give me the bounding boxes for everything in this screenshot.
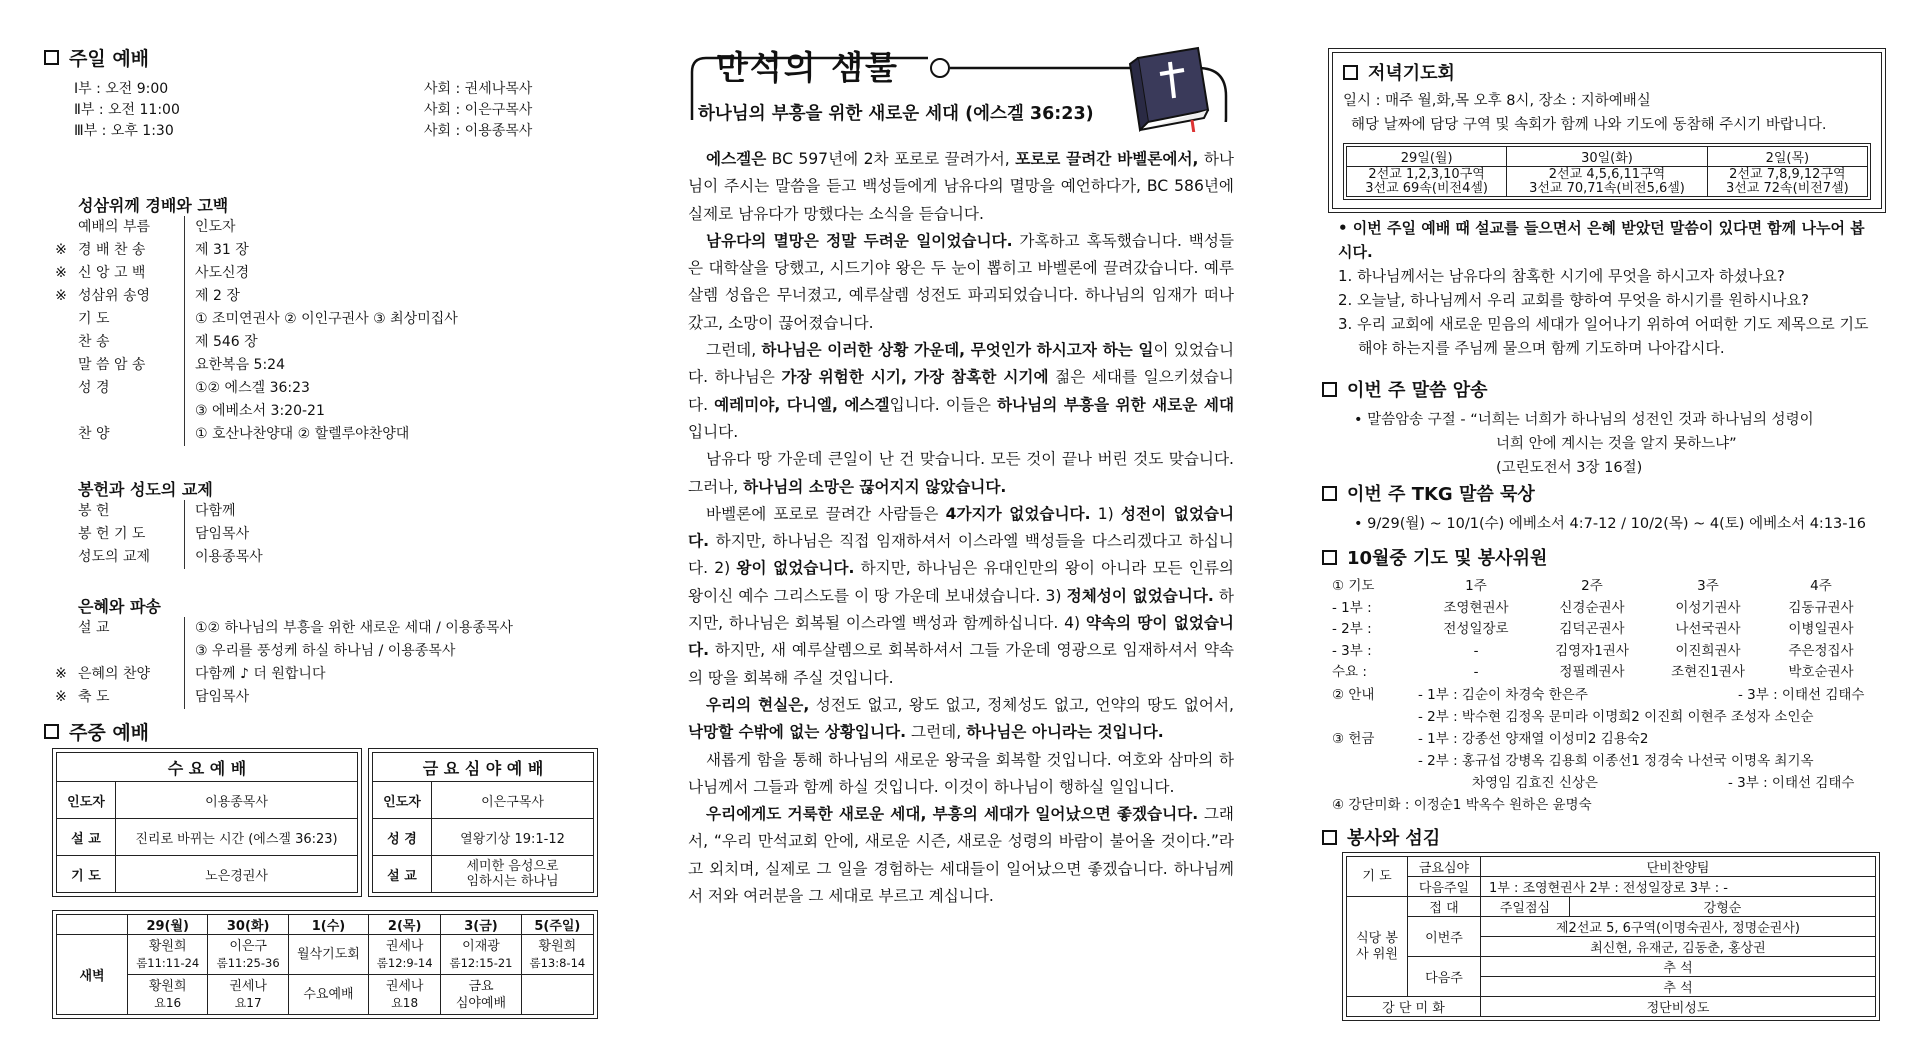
- bible-icon: [1120, 40, 1220, 132]
- dawn-cell: 월삭기도회: [288, 935, 368, 975]
- verse-title: 이번 주 말씀 암송: [1322, 376, 1882, 402]
- order-value: 사도신경: [195, 265, 250, 281]
- order-value: ③ 우리를 풍성케 하실 하나님 / 이용종목사: [195, 643, 456, 659]
- october-row: ① 기도 1주 2주 3주 4주: [1332, 578, 1832, 594]
- order-of-worship: [44, 193, 604, 446]
- checkbox-square-icon: [1322, 486, 1337, 501]
- order-value: 요한복음 5:24: [195, 357, 285, 373]
- order-row: [44, 500, 604, 523]
- order-label: [78, 640, 185, 663]
- order-label: 경 배 찬 송: [78, 239, 185, 262]
- service-row: Ⅱ부 : 오전 11:00 사회 : 이은구목사: [74, 102, 533, 118]
- order-label: 신 앙 고 백: [78, 262, 185, 285]
- article-paragraph: 그런데, 하나님은 이러한 상황 가운데, 무엇인가 하시고자 하는 일이 있었습니다. 하나님은 가장 위험한 시기, 가장 참혹한 시기에 젊은 세대를 일으키셨습니다. 예레미야, 다니엘, 에스겔입니다. 이들은 하나님의 부흥을 위한 새로운 세대입니다.: [688, 341, 1235, 441]
- asterisk-mark: [44, 523, 78, 546]
- verse-section: 이번 주 말씀 암송 • 말씀암송 구절 - “너희는 너희가 하나님의 성전인 것과 하나님의 성령이 너희 안에 계시는 것을 알지 못하느냐” (고린도전서 3장 16절): [1322, 376, 1882, 480]
- order-value: ③ 에베소서 3:20-21: [195, 403, 325, 419]
- dawn-day: 3(금): [441, 915, 521, 935]
- order-row: [44, 617, 604, 640]
- october-section: 10월중 기도 및 봉사위원 ① 기도 1주 2주 3주 4주 - 1부 : 조영현권사 신경순권사 이성기권사 김동규권사 - 2부 : 전성일장로 김덕곤권사 나선국권사 이병일권사 - 3부 : - 김영자1권사 이진희권사 주은정집사 수요 : - 정필례권사 조현진1권사 박호순권사 ② 안내 - 1부 : 김순이 차경숙 한은주 - 3부 : 이태선 김태수 - 2부 : 박수현 김정옥 문미라 이명희2 이진희 이현주 조성자 소인순 ③ 헌금 - 1부 : 강종선 양재열 이성미2 김용숙2 - 2부 : 홍규섭 강병옥 김용희 이종선1 정경숙 나선국 이명옥 최기옥 차영임 김효진 신상은 - 3부 : 이태선 김태수 ④ 강단미화 : 이정순1 박옥수 원하은 윤명숙: [1322, 544, 1882, 816]
- weekday-worship-title: 주중 예배: [44, 718, 604, 745]
- order-row: [44, 354, 604, 377]
- asterisk-mark: [44, 400, 78, 423]
- order-row: [44, 686, 604, 709]
- dawn-cell: 권세나 롬12:9-14: [369, 935, 441, 975]
- asterisk-mark: [44, 423, 78, 446]
- asterisk-mark: [44, 546, 78, 569]
- order-value: 제 546 장: [195, 334, 258, 350]
- asterisk-mark: ※: [55, 689, 67, 705]
- october-row: 수요 : - 정필례권사 조현진1권사 박호순권사: [1332, 664, 1854, 680]
- dawn-cell: 황원희 롬11:11-24: [128, 935, 208, 975]
- discussion-questions: • 이번 주일 예배 때 설교를 들으면서 은혜 받았던 말씀이 있다면 함께 나누어 봅시다. 1. 하나님께서는 남유다의 참혹한 시기에 무엇을 하시고자 하셨나요? 2. 오늘날, 하나님께서 우리 교회를 향하여 무엇을 하시기를 원하시나요? 3. 우리 교회에 새로운 믿음의 세대가 일어나기 위하여 어떠한 기도 제목으로 기도해야 하는지를 주님께 물으며 함께 기도하며 나아갑시다.: [1338, 219, 1869, 357]
- guide-row: ② 안내 - 1부 : 김순이 차경숙 한은주 - 3부 : 이태선 김태수: [1332, 686, 1865, 703]
- order-row: [44, 331, 604, 354]
- asterisk-mark: ※: [55, 288, 67, 304]
- dawn-cell: 권세나 요17: [208, 975, 288, 1015]
- order-value: ① 호산나찬양대 ② 할렐루야찬양대: [195, 426, 410, 442]
- asterisk-mark: ※: [55, 242, 67, 258]
- order-label: 성삼위 송영: [78, 285, 185, 308]
- order-label: 설 교: [78, 617, 185, 640]
- column-title-banner: [688, 0, 1234, 122]
- order-label: 말 씀 암 송: [78, 354, 185, 377]
- dawn-cell: 금요 심야예배: [441, 975, 521, 1015]
- wednesday-title: 수 요 예 배: [57, 753, 358, 782]
- article-paragraph: 우리의 현실은, 성전도 없고, 왕도 없고, 정체성도 없고, 언약의 땅도 없어서, 낙망할 수밖에 없는 상황입니다. 그런데, 하나님은 아니라는 것입니다.: [688, 695, 1235, 742]
- order-value: ① 조미연권사 ② 이인구권사 ③ 최상미집사: [195, 311, 458, 327]
- order-row: [44, 262, 604, 285]
- checkbox-square-icon: [1322, 830, 1337, 845]
- order-value: 다함께: [195, 503, 236, 519]
- order-value: 다함께 ♪ 더 원합니다: [195, 666, 326, 682]
- order-row: [44, 546, 604, 569]
- dawn-cell: 황원희 롬13:8-14: [521, 935, 593, 975]
- checkbox-square-icon: [1322, 382, 1337, 397]
- order-label: 찬 양: [78, 423, 185, 446]
- friday-title: 금 요 심 야 예 배: [373, 753, 594, 782]
- article-paragraph: 새롭게 함을 통해 하나님의 새로운 왕국을 회복할 것입니다. 여호와 삼마의 하나님께서 그들과 함께 하실 것입니다. 이것이 하나님이 행하실 일입니다.: [688, 750, 1234, 796]
- dawn-day: 2(목): [369, 915, 441, 935]
- gift-row: ③ 헌금 - 1부 : 강종선 양재열 이성미2 김용숙2: [1332, 730, 1649, 747]
- asterisk-mark: [44, 377, 78, 400]
- order-row: [44, 377, 604, 400]
- checkbox-square-icon: [44, 724, 59, 739]
- article-paragraph: 우리에게도 거룩한 새로운 세대, 부흥의 세대가 일어났으면 좋겠습니다. 그래서, “우리 만석교회 안에, 새로운 시즌, 새로운 성령의 바람이 불어올 것이다.”라고 외치며, 실제로 그 일을 경험하는 세대들이 일어났으면 좋겠습니다. 하나님께서 저와 여러분을 그 세대로 부르고 계십니다.: [688, 805, 1234, 906]
- article-paragraph: 에스겔은 BC 597년에 2차 포로로 끌려가서, 포로로 끌려간 바벨론에서, 하나님이 주시는 말씀을 듣고 백성들에게 남유다의 멸망을 예언하다가, BC 586년에 실제로 남유다가 망했다는 소식을 듣습니다.: [688, 150, 1234, 223]
- service-section: [1322, 824, 1882, 850]
- asterisk-mark: ※: [55, 265, 67, 281]
- asterisk-mark: [44, 216, 78, 239]
- order-row: [44, 216, 604, 239]
- order-row: [44, 239, 604, 262]
- article-paragraph: 남유다 땅 가운데 큰일이 난 건 맞습니다. 모든 것이 끝나 버린 것도 맞습니다. 그러나, 하나님의 소망은 끊어지지 않았습니다.: [688, 450, 1234, 496]
- order-label: 성 경: [78, 377, 185, 400]
- sunday-worship-title: 주일 예배: [44, 44, 604, 71]
- service-row: Ⅰ부 : 오전 9:00 사회 : 권세나목사: [74, 81, 533, 97]
- tkg-title: 이번 주 TKG 말씀 묵상: [1322, 480, 1882, 506]
- asterisk-mark: [44, 331, 78, 354]
- order-row: [44, 285, 604, 308]
- article-paragraph: 남유다의 멸망은 정말 두려운 일이었습니다. 가혹하고 혹독했습니다. 백성들은 대학살을 당했고, 시드기야 왕은 두 눈이 뽑히고 바벨론에 끌려갔습니다. 예루살렘 성읍은 무너졌고, 예루살렘 성전도 파괴되었습니다. 하나님의 임재가 떠나갔고, 소망이 끊어졌습니다.: [688, 231, 1234, 332]
- order-label: 봉 헌: [78, 500, 185, 523]
- order-value: 제 2 장: [195, 288, 240, 304]
- order-row: [44, 308, 604, 331]
- order-value: 인도자: [195, 219, 236, 235]
- asterisk-mark: [44, 617, 78, 640]
- service-title: 봉사와 섬김: [1322, 824, 1882, 850]
- october-row: - 1부 : 조영현권사 신경순권사 이성기권사 김동규권사: [1332, 599, 1854, 616]
- order-row: [44, 423, 604, 446]
- checkbox-square-icon: [1322, 550, 1337, 565]
- order-label: 기 도: [78, 308, 185, 331]
- evening-prayer-title: 저녁기도회: [1343, 59, 1871, 85]
- logo-text: 만석의 샘물: [716, 48, 899, 87]
- middle-column: [688, 0, 1235, 906]
- order-label: 성도의 교제: [78, 546, 185, 569]
- order-row: [44, 400, 604, 423]
- evening-prayer-box: 저녁기도회 일시 : 매주 월,화,목 오후 8시, 장소 : 지하예배실 해당 날짜에 담당 구역 및 속회가 함께 나와 기도에 동참해 주시기 바랍니다. 29일(월) 30일(화) 2일(목) 2선교 1,2,3,10구역 3선교 69속(비전4셀) 2선교 4,5,6,11구역 3선교 70,71속(비전5,6셀) 2선교 7,8,9,12구역 3선교 72속(비전7셀): [1328, 48, 1886, 213]
- tkg-section: 이번 주 TKG 말씀 묵상 • 9/29(월) ~ 10/1(수) 에베소서 4:7-12 / 10/2(목) ~ 4(토) 에베소서 4:13-16: [1322, 480, 1882, 536]
- dawn-prayer-table: [52, 910, 598, 1019]
- dawn-cell: 수요예배: [288, 975, 368, 1015]
- asterisk-mark: ※: [55, 666, 67, 682]
- asterisk-mark: [44, 308, 78, 331]
- october-row: - 3부 : - 김영자1권사 이진희권사 주은정집사: [1332, 642, 1854, 659]
- dawn-label: 새벽: [57, 935, 128, 1015]
- order-value: 제 31 장: [195, 242, 249, 258]
- order-value: 담임목사: [195, 526, 250, 542]
- service-row: Ⅲ부 : 오후 1:30 사회 : 이용종목사: [74, 123, 533, 139]
- order-label: 예배의 부름: [78, 216, 185, 239]
- order-label: 봉 헌 기 도: [78, 523, 185, 546]
- dawn-cell-empty: [521, 975, 593, 1015]
- asterisk-mark: [44, 640, 78, 663]
- order-value: ①② 에스겔 36:23: [195, 380, 310, 396]
- october-row: - 2부 : 전성일장로 김덕곤권사 나선국권사 이병일권사: [1332, 621, 1854, 637]
- wednesday-service-box: 수 요 예 배 인도자 이용종목사 설 교 진리로 바뀌는 시간 (에스겔 36:23) 기 도 노은경권사: [52, 748, 362, 897]
- asterisk-mark: [44, 354, 78, 377]
- asterisk-mark: [44, 500, 78, 523]
- order-value: ①② 하나님의 부흥을 위한 새로운 세대 / 이용종목사: [195, 620, 513, 636]
- offering-section: [44, 477, 604, 569]
- order-value: 이용종목사: [195, 549, 263, 565]
- order-label: 은혜의 찬양: [78, 663, 185, 686]
- checkbox-square-icon: [1343, 65, 1358, 80]
- order-label: 찬 송: [78, 331, 185, 354]
- dawn-day: 29(월): [128, 915, 208, 935]
- friday-service-box: 금 요 심 야 예 배 인도자 이은구목사 성 경 열왕기상 19:1-12 설 교 세미한 음성으로 임하시는 하나님: [368, 748, 598, 897]
- order-label: [78, 400, 185, 423]
- order-value: 담임목사: [195, 689, 250, 705]
- grace-section: [44, 594, 604, 709]
- article-title: 하나님의 부흥을 위한 새로운 세대 (에스겔 36:23): [698, 104, 1094, 124]
- order-label: 축 도: [78, 686, 185, 709]
- checkbox-square-icon: [44, 50, 59, 65]
- dawn-day: 30(화): [208, 915, 288, 935]
- service-table-box: 기 도 금요심야 단비찬양팀 다음주일 1부 : 조영현권사 2부 : 전성일장로 3부 : - 식당 봉사 위원 접 대 주일점심 강형순 이번주 제2선교 5, 6구역(이명숙권사, 정명순권사) 최신현, 유재군, 김동춘, 홍상권 다음주 추 석 추 석 강 단 미 화 정단비성도: [1342, 852, 1880, 1021]
- service-times: [44, 79, 604, 142]
- order-row: [44, 663, 604, 686]
- article-body: [688, 146, 1234, 910]
- grace-heading: 은혜와 파송: [78, 597, 161, 616]
- gift-row-3: 차영임 김효진 신상은 - 3부 : 이태선 김태수: [1472, 774, 1855, 791]
- dawn-cell: 이은구 롬11:25-36: [208, 935, 288, 975]
- dawn-cell: 이재광 롬12:15-21: [441, 935, 521, 975]
- dawn-day: 1(수): [288, 915, 368, 935]
- offering-heading: 봉헌과 성도의 교제: [78, 480, 213, 499]
- worship-heading: 성삼위께 경배와 고백: [78, 196, 229, 215]
- dawn-cell: 권세나 요18: [369, 975, 441, 1015]
- order-row: [44, 523, 604, 546]
- dawn-cell: 황원희 요16: [128, 975, 208, 1015]
- dawn-day: 5(주일): [521, 915, 593, 935]
- order-row: [44, 640, 604, 663]
- october-title: 10월중 기도 및 봉사위원: [1322, 544, 1882, 570]
- article-paragraph: 바벨론에 포로로 끌려간 사람들은 4가지가 없었습니다. 1) 성전이 없었습니다. 하지만, 하나님은 직접 임재하셔서 이스라엘 백성들을 다스리겠다고 하십니다. 2) 왕이 없었습니다. 하지만, 하나님은 유대인만의 왕이 아니라 모든 인류의 왕이신 예수 그리스도를 이 땅 가운데 보내셨습니다. 3) 정체성이 없었습니다. 하지만, 하나님은 회복될 이스라엘 백성과 함께하십니다. 4) 약속의 땅이 없었습니다. 하지만, 새 예루살렘으로 회복하셔서 그들 가운데 영광으로 임재하셔서 약속의 땅을 회복해 주실 것입니다.: [688, 504, 1235, 687]
